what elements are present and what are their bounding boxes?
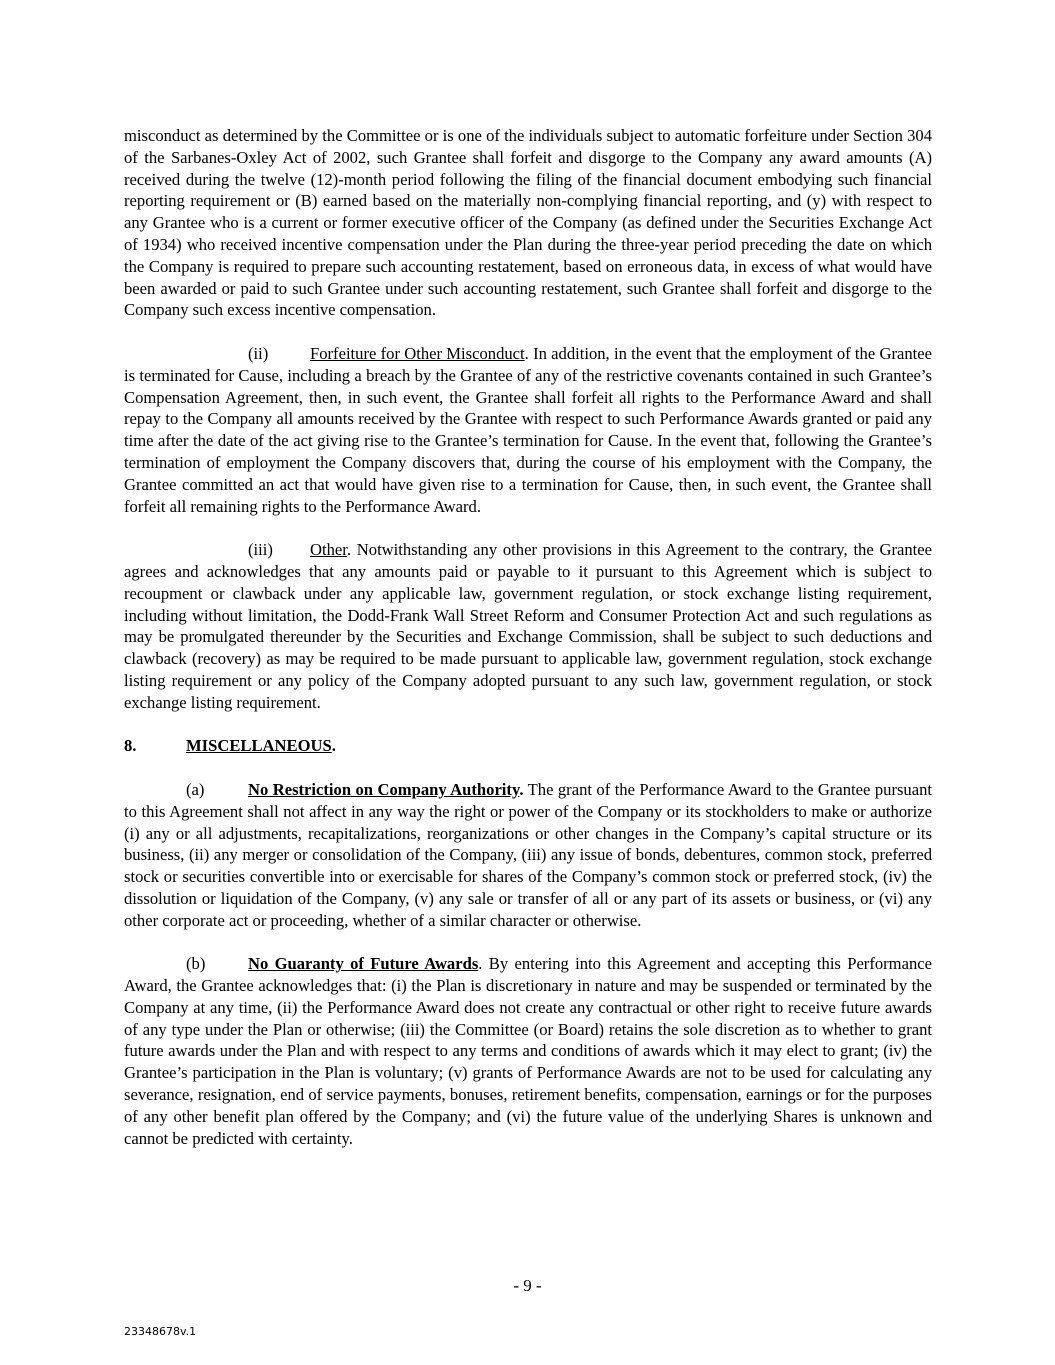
document-body xyxy=(124,125,932,1171)
paragraph-other xyxy=(124,539,932,713)
paragraph-no-guaranty xyxy=(124,953,932,1149)
clause-title: No Guaranty of Future Awards xyxy=(248,954,479,974)
clause-number: (b) xyxy=(186,954,206,974)
page-number: - 9 - xyxy=(513,1276,542,1295)
section-heading-miscellaneous: 8. MISCELLANEOUS. xyxy=(124,736,336,756)
clause-body: . By entering into this Agreement and accepting this Performance Award, the Grantee acknowledges that: (i) the Plan is discretionary in nature and may be suspended or terminated by the Company at any time, (ii) the Performance Award does not create any contractual or other right to receive future awards of any type under the Plan or otherwise; (iii) the Committee (or Board) retains the sole discretion as to whether to grant future awards under the Plan and with respect to any terms and conditions of awards which it may elect to grant; (iv) the Grantee’s participation in the Plan is voluntary; (v) grants of Performance Awards are not to be used for calculating any severance, resignation, end of service payments, bonuses, retirement benefits, compensation, earnings or for the purposes of any other benefit plan offered by the Company; and (vi) the future value of the underlying Shares is unknown and cannot be predicted with certainty. xyxy=(124,954,932,1148)
paragraph-no-restriction: (a) No Restriction on Company Authority. The grant of the Performance Award to the Grantee pursuant to this Agreement shall not affect in any way the right or power of the Company or its stockholders to make or authorize (i) any or all adjustments, recapitalizations, reorganizations or other changes in the Company’s capital structure or its business, (ii) any merger or consolidation of the Company, (iii) any issue of bonds, debentures, common stock, preferred stock or securities convertible into or exercisable for shares of the Company’s common stock or preferred stock, (iv) the dissolution or liquidation of the Company, (v) any sale or transfer of all or any part of its assets or business, or (vi) any other corporate act or proceeding, whether of a similar character or otherwise. xyxy=(124,779,932,930)
paragraph-clawback-continued: misconduct as determined by the Committee or is one of the individuals subject to automatic forfeiture under Section 304 of the Sarbanes-Oxley Act of 2002, such Grantee shall forfeit and disgorge to the Company any award amounts (A) received during the twelve (12)-month period following the filing of the financial document embodying such financial reporting requirement or (B) earned based on the materially non-complying financial reporting, and (y) with respect to any Grantee who is a current or former executive officer of the Company (as defined under the Securities Exchange Act of 1934) who received incentive compensation under the Plan during the three-year period preceding the date on which the Company is required to prepare such accounting restatement, based on erroneous data, in excess of what would have been awarded or paid to such Grantee under such accounting restatement, such Grantee shall forfeit and disgorge to the Company such excess incentive compensation. xyxy=(124,126,932,320)
clause-number: (ii) xyxy=(248,343,269,363)
clause-title: No Restriction on Company Authority xyxy=(248,779,520,799)
clause-title: Forfeiture for Other Misconduct xyxy=(310,343,525,363)
clause-body: . Notwithstanding any other provisions in this Agreement to the contrary, the Grantee agrees and acknowledges that any amounts paid or payable to it pursuant to this Agreement which is subject to recoupment or clawback under any applicable law, government regulation, or stock exchange listing requirement, including without limitation, the Dodd-Frank Wall Street Reform and Consumer Protection Act and such regulations as may be promulgated thereunder by the Securities and Exchange Commission, shall be subject to such deductions and clawback (recovery) as may be required to be made pursuant to applicable law, government regulation, stock exchange listing requirement or any policy of the Company adopted pursuant to any such law, government regulation, or stock exchange listing requirement. xyxy=(124,540,932,712)
section-number: 8. xyxy=(124,736,137,756)
clause-number: (iii) xyxy=(248,540,273,560)
clause-body: The grant of the Performance Award to the Grantee pursuant to this Agreement shall not affect in any way the right or power of the Company or its stockholders to make or authorize (i) any or all adjustments, recapitalizations, reorganizations or other changes in the Company’s capital structure or its business, (ii) any merger or consolidation of the Company, (iii) any issue of bonds, debentures, common stock, preferred stock or securities convertible into or exercisable for shares of the Company’s common stock or preferred stock, (iv) the dissolution or liquidation of the Company, (v) any sale or transfer of all or any part of its assets or business, or (vi) any other corporate act or proceeding, whether of a similar character or otherwise. xyxy=(124,779,932,930)
section-title: MISCELLANEOUS xyxy=(186,736,332,756)
clause-body: . In addition, in the event that the employment of the Grantee is terminated for Cause, including a breach by the Grantee of any of the restrictive covenants contained in such Grantee’s Compensation Agreement, then, in such event, the Grantee shall forfeit all rights to the Performance Award and shall repay to the Company all amounts received by the Grantee with respect to such Performance Awards granted or paid any time after the date of the act giving rise to the Grantee’s termination for Cause. In the event that, following the Grantee’s termination of employment the Company discovers that, during the course of his employment with the Company, the Grantee committed an act that would have given rise to a termination for Cause, then, in such event, the Grantee shall forfeit all remaining rights to the Performance Award. xyxy=(124,343,932,516)
paragraph-forfeiture-other-misconduct xyxy=(124,343,932,517)
clause-number: (a) xyxy=(186,779,205,799)
clause-title: Other xyxy=(310,540,347,560)
document-id: 23348678v.1 xyxy=(124,1325,197,1338)
